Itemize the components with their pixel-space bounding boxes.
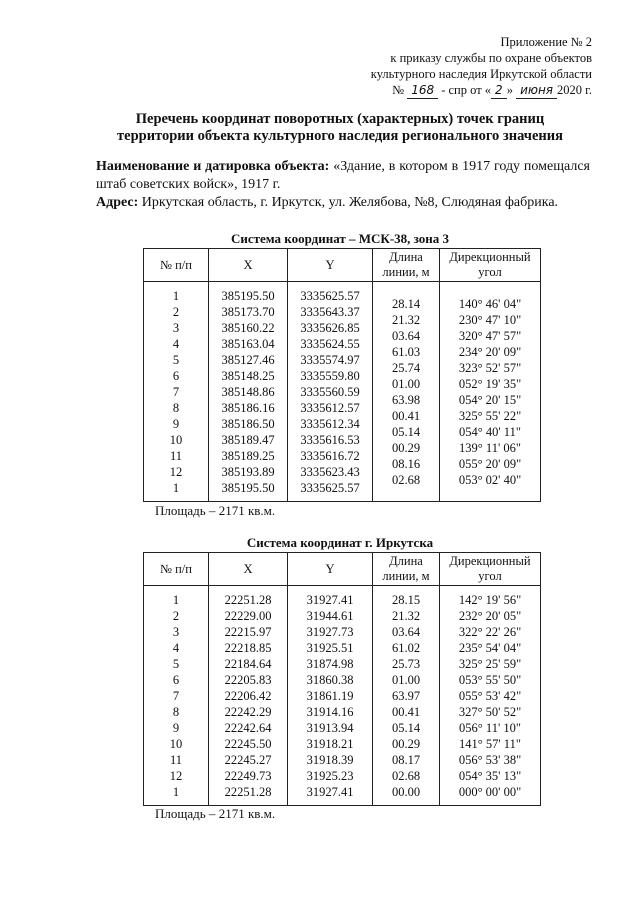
cell-value: 31914.16 xyxy=(306,705,354,719)
table-header-row xyxy=(144,553,541,586)
col-y xyxy=(288,282,373,502)
cell-value: 139° 11' 06" xyxy=(459,441,521,455)
header-x: X xyxy=(209,249,288,282)
cell-value: 31927.41 xyxy=(306,785,354,799)
cell-value: 02.68 xyxy=(391,769,421,783)
cell-value: 3 xyxy=(172,625,180,639)
header-angle-line2: угол xyxy=(478,569,502,583)
cell-value: 3335623.43 xyxy=(300,465,360,479)
number-prefix: № xyxy=(392,83,405,97)
cell-value: 054° 35' 13" xyxy=(458,769,522,783)
cell-value: 385148.86 xyxy=(221,385,275,399)
cell-value: 08.17 xyxy=(391,753,421,767)
header-length-line1: Длина xyxy=(389,250,423,264)
cell-value: 8 xyxy=(172,401,180,415)
handwritten-month: июня xyxy=(516,82,557,99)
cell-value: 052° 19' 35" xyxy=(458,377,522,391)
header-length-line1: Длина xyxy=(389,554,423,568)
order-number-line xyxy=(371,82,592,99)
cell-value: 31927.41 xyxy=(306,593,354,607)
cell-value: 11 xyxy=(169,753,183,767)
col-angle xyxy=(440,586,541,806)
cell-value: 385186.16 xyxy=(221,401,275,415)
cell-value: 385148.25 xyxy=(221,369,275,383)
cell-value: 320° 47' 57" xyxy=(458,329,522,343)
cell-value: 053° 02' 40" xyxy=(458,473,522,487)
cell-value: 00.41 xyxy=(391,409,421,423)
cell-value: 053° 55' 50" xyxy=(458,673,522,687)
cell-value: 1 xyxy=(172,785,180,799)
cell-value: 5 xyxy=(172,353,180,367)
address-label: Адрес: xyxy=(96,195,139,210)
cell-value: 3335625.57 xyxy=(300,481,360,495)
cell-value: 325° 55' 22" xyxy=(458,409,522,423)
cell-value: 02.68 xyxy=(391,473,421,487)
coordinates-table-msk38 xyxy=(143,248,541,502)
cell-value: 22229.00 xyxy=(224,609,272,623)
table-header-row xyxy=(144,249,541,282)
handwritten-order-number: 168 xyxy=(407,82,438,99)
table2-area: Площадь – 2171 кв.м. xyxy=(155,806,276,821)
header-num: № п/п xyxy=(144,553,209,586)
cell-value: 22249.73 xyxy=(224,769,272,783)
cell-value: 054° 40' 11" xyxy=(459,425,521,439)
cell-value: 323° 52' 57" xyxy=(458,361,522,375)
cell-value: 1 xyxy=(172,593,180,607)
cell-value: 8 xyxy=(172,705,180,719)
cell-value: 28.14 xyxy=(391,297,421,311)
cell-value: 5 xyxy=(172,657,180,671)
appendix-header xyxy=(371,34,592,99)
cell-value: 3 xyxy=(172,321,180,335)
table1-title: Система координат – МСК-38, зона 3 xyxy=(230,231,450,246)
cell-value: 08.16 xyxy=(391,457,421,471)
cell-value: 1 xyxy=(172,481,180,495)
table-body-row xyxy=(144,586,541,806)
address-value: Иркутская область, г. Иркутск, ул. Желябова, №8, Слюдяная фабрика. xyxy=(141,195,559,210)
cell-value: 3335626.85 xyxy=(300,321,360,335)
header-y: Y xyxy=(288,249,373,282)
cell-value: 142° 19' 56" xyxy=(458,593,522,607)
header-y: Y xyxy=(288,553,373,586)
order-year: 2020 г. xyxy=(557,83,592,97)
cell-value: 230° 47' 10" xyxy=(458,313,522,327)
cell-value: 3335574.97 xyxy=(300,353,360,367)
cell-value: 3335616.53 xyxy=(300,433,360,447)
cell-value: 385127.46 xyxy=(221,353,275,367)
cell-value: 055° 20' 09" xyxy=(458,457,522,471)
title-line-1: Перечень координат поворотных (характерных) точек границ xyxy=(135,111,545,127)
cell-value: 385163.04 xyxy=(221,337,275,351)
cell-value: 3335612.57 xyxy=(300,401,360,415)
col-num xyxy=(144,586,209,806)
cell-value: 3335625.57 xyxy=(300,289,360,303)
header-angle xyxy=(440,249,541,282)
cell-value: 325° 25' 59" xyxy=(458,657,522,671)
number-mid: - спр от « xyxy=(441,83,492,97)
cell-value: 31925.23 xyxy=(306,769,354,783)
cell-value: 31925.51 xyxy=(306,641,354,655)
cell-value: 00.41 xyxy=(391,705,421,719)
cell-value: 6 xyxy=(172,673,180,687)
cell-value: 385173.70 xyxy=(221,305,275,319)
col-x xyxy=(209,586,288,806)
cell-value: 31913.94 xyxy=(306,721,354,735)
cell-value: 385160.22 xyxy=(221,321,275,335)
title-line-2: территории объекта культурного наследия регионального значения xyxy=(117,128,563,144)
cell-value: 31860.38 xyxy=(306,673,354,687)
cell-value: 31944.61 xyxy=(306,609,354,623)
cell-value: 22242.64 xyxy=(224,721,272,735)
cell-value: 12 xyxy=(169,465,183,479)
cell-value: 22215.97 xyxy=(224,625,272,639)
cell-value: 31927.73 xyxy=(306,625,354,639)
cell-value: 4 xyxy=(172,641,180,655)
object-name-value: «Здание, в котором в 1917 году помещался штаб советских войск», 1917 г. xyxy=(96,159,590,192)
handwritten-day: 2 xyxy=(491,82,507,99)
table2-title: Система координат г. Иркутска xyxy=(246,535,434,550)
cell-value: 7 xyxy=(172,385,180,399)
col-y xyxy=(288,586,373,806)
appendix-line-2: к приказу службы по охране объектов xyxy=(390,51,592,65)
cell-value: 054° 20' 15" xyxy=(458,393,522,407)
cell-value: 03.64 xyxy=(391,625,421,639)
cell-value: 10 xyxy=(169,433,183,447)
cell-value: 000° 00' 00" xyxy=(458,785,522,799)
cell-value: 22245.50 xyxy=(224,737,272,751)
col-x xyxy=(209,282,288,502)
cell-value: 63.97 xyxy=(391,689,421,703)
cell-value: 22242.29 xyxy=(224,705,272,719)
cell-value: 385189.25 xyxy=(221,449,275,463)
cell-value: 3335643.37 xyxy=(300,305,360,319)
header-angle xyxy=(440,553,541,586)
cell-value: 055° 53' 42" xyxy=(458,689,522,703)
col-length xyxy=(373,282,440,502)
cell-value: 1 xyxy=(172,289,180,303)
cell-value: 234° 20' 09" xyxy=(458,345,522,359)
col-angle xyxy=(440,282,541,502)
cell-value: 31918.21 xyxy=(306,737,354,751)
cell-value: 25.74 xyxy=(391,361,421,375)
cell-value: 385189.47 xyxy=(221,433,275,447)
cell-value: 22245.27 xyxy=(224,753,272,767)
cell-value: 22251.28 xyxy=(224,785,272,799)
cell-value: 61.03 xyxy=(391,345,421,359)
cell-value: 9 xyxy=(172,721,180,735)
cell-value: 22251.28 xyxy=(224,593,272,607)
object-address xyxy=(96,194,596,212)
cell-value: 3335624.55 xyxy=(300,337,360,351)
cell-value: 28.15 xyxy=(391,593,421,607)
col-length xyxy=(373,586,440,806)
header-angle-line2: угол xyxy=(478,265,502,279)
cell-value: 12 xyxy=(169,769,183,783)
cell-value: 05.14 xyxy=(391,425,421,439)
cell-value: 11 xyxy=(169,449,183,463)
cell-value: 31874.98 xyxy=(306,657,354,671)
appendix-line-3: культурного наследия Иркутской области xyxy=(370,67,592,81)
cell-value: 385193.89 xyxy=(221,465,275,479)
cell-value: 9 xyxy=(172,417,180,431)
cell-value: 63.98 xyxy=(391,393,421,407)
col-num xyxy=(144,282,209,502)
header-x: X xyxy=(209,553,288,586)
cell-value: 327° 50' 52" xyxy=(458,705,522,719)
cell-value: 22218.85 xyxy=(224,641,272,655)
cell-value: 385195.50 xyxy=(221,481,275,495)
cell-value: 2 xyxy=(172,609,180,623)
cell-value: 21.32 xyxy=(391,609,421,623)
object-name xyxy=(96,158,590,194)
cell-value: 056° 53' 38" xyxy=(458,753,522,767)
cell-value: 3335560.59 xyxy=(300,385,360,399)
cell-value: 31918.39 xyxy=(306,753,354,767)
cell-value: 22184.64 xyxy=(224,657,272,671)
cell-value: 00.00 xyxy=(391,785,421,799)
cell-value: 10 xyxy=(169,737,183,751)
appendix-line-1: Приложение № 2 xyxy=(500,35,592,49)
cell-value: 232° 20' 05" xyxy=(458,609,522,623)
cell-value: 22206.42 xyxy=(224,689,272,703)
cell-value: 00.29 xyxy=(391,737,421,751)
cell-value: 235° 54' 04" xyxy=(458,641,522,655)
cell-value: 01.00 xyxy=(391,377,421,391)
cell-value: 140° 46' 04" xyxy=(458,297,522,311)
cell-value: 056° 11' 10" xyxy=(459,721,521,735)
date-mid: » xyxy=(506,83,513,97)
header-angle-line1: Дирекционный xyxy=(449,250,531,264)
cell-value: 22205.83 xyxy=(224,673,272,687)
header-angle-line1: Дирекционный xyxy=(449,554,531,568)
cell-value: 2 xyxy=(172,305,180,319)
table1-area: Площадь – 2171 кв.м. xyxy=(155,503,276,518)
cell-value: 05.14 xyxy=(391,721,421,735)
cell-value: 4 xyxy=(172,337,180,351)
header-length xyxy=(373,553,440,586)
header-num: № п/п xyxy=(144,249,209,282)
object-name-label: Наименование и датировка объекта: xyxy=(96,159,330,174)
header-length xyxy=(373,249,440,282)
cell-value: 3335559.80 xyxy=(300,369,360,383)
cell-value: 3335612.34 xyxy=(300,417,360,431)
cell-value: 3335616.72 xyxy=(300,449,360,463)
cell-value: 25.73 xyxy=(391,657,421,671)
cell-value: 141° 57' 11" xyxy=(459,737,521,751)
header-length-line2: линии, м xyxy=(382,265,430,279)
cell-value: 61.02 xyxy=(391,641,421,655)
cell-value: 6 xyxy=(172,369,180,383)
cell-value: 322° 22' 26" xyxy=(458,625,522,639)
cell-value: 7 xyxy=(172,689,180,703)
cell-value: 03.64 xyxy=(391,329,421,343)
header-length-line2: линии, м xyxy=(382,569,430,583)
document-title xyxy=(60,111,620,145)
cell-value: 385186.50 xyxy=(221,417,275,431)
cell-value: 00.29 xyxy=(391,441,421,455)
cell-value: 31861.19 xyxy=(306,689,354,703)
table-body-row xyxy=(144,282,541,502)
cell-value: 21.32 xyxy=(391,313,421,327)
cell-value: 01.00 xyxy=(391,673,421,687)
coordinates-table-irkutsk xyxy=(143,552,541,806)
cell-value: 385195.50 xyxy=(221,289,275,303)
